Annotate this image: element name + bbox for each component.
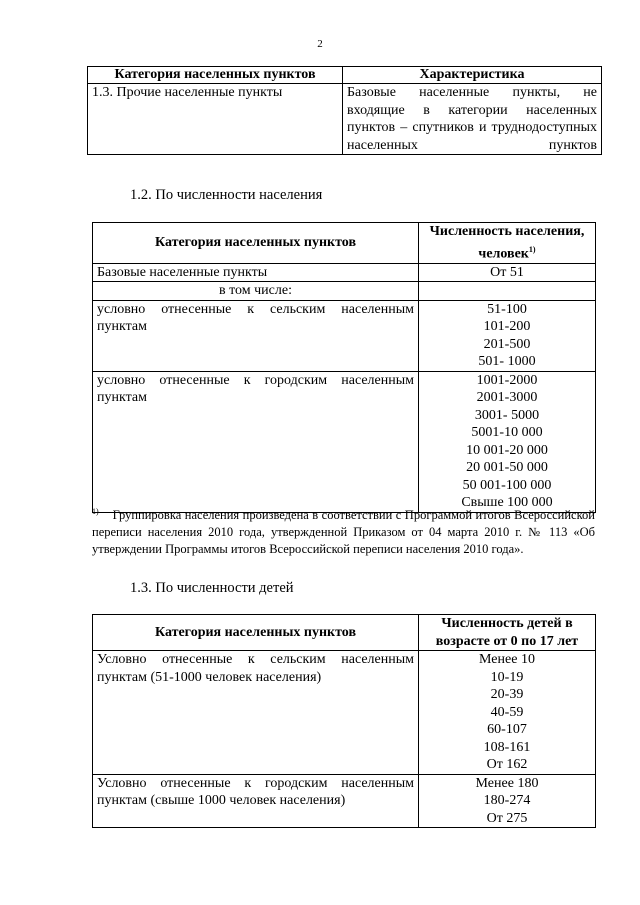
footnote-text: Группировка населения произведена в соответствии с Программой итогов Всероссийской переписи населения 2010 года, утвержденной Приказом от 04 марта 2010 г. № 113 «Об утверждении Программы итогов Всероссийской переписи населения 2010 года».	[92, 508, 595, 557]
value-item: От 162	[486, 757, 528, 772]
section-heading-population: 1.2. По численности населения	[130, 187, 323, 203]
table1-header-characteristic: Характеристика	[343, 67, 602, 84]
table3-header-category: Категория населенных пунктов	[93, 615, 419, 651]
value-item: Свыше 100 000	[461, 495, 553, 511]
table1-header-category: Категория населенных пунктов	[88, 67, 343, 84]
settlement-characteristics-table	[87, 66, 602, 155]
table3-header-children: Численность детей в возрасте от 0 по 17 лет	[419, 615, 596, 651]
section-heading-children: 1.3. По численности детей	[130, 580, 294, 596]
children-table	[92, 614, 596, 828]
table2-urban-values	[419, 371, 596, 512]
table3-urban-values	[419, 774, 596, 828]
table1-row-description: Базовые населенные пункты, не входящие в категории населенных пунктов – спутников и труднодоступных населенных пунктов	[343, 84, 602, 155]
value-item: 180-274	[483, 793, 531, 808]
value-item: 20-39	[490, 687, 524, 702]
table2-base-label: Базовые населенные пункты	[93, 263, 419, 282]
table2-header-population-text: Численность населения, человек	[429, 224, 585, 262]
table2-header-category: Категория населенных пунктов	[93, 223, 419, 264]
value-item: 60-107	[487, 722, 527, 737]
table2-header-population	[419, 223, 596, 264]
table3-rural-values	[419, 651, 596, 775]
value-item: 2001-3000	[476, 390, 538, 406]
page-number: 2	[317, 38, 323, 50]
value-item: 10-19	[490, 669, 524, 685]
table1-row-category: 1.3. Прочие населенные пункты	[88, 84, 343, 155]
value-item: 108-161	[483, 739, 531, 755]
value-item: 101-200	[483, 319, 531, 335]
footnote	[92, 503, 595, 558]
footnote-marker: 1)	[92, 507, 99, 516]
value-item: 51-100	[487, 301, 527, 317]
value-item: 201-500	[483, 336, 531, 352]
value-item: 40-59	[490, 704, 524, 720]
population-table	[92, 222, 596, 513]
table3-rural-label: Условно отнесенные к сельским населенным пунктам (51-1000 человек населения)	[93, 651, 419, 775]
value-item: Менее 10	[479, 652, 535, 667]
table2-urban-label: условно отнесенные к городским населенным пунктам	[93, 371, 419, 512]
table2-rural-values	[419, 300, 596, 371]
table2-including-label: в том числе:	[93, 282, 419, 301]
value-item: 10 001-20 000	[466, 442, 548, 458]
value-item: 20 001-50 000	[466, 460, 548, 476]
value-item: Менее 180	[475, 775, 539, 791]
table2-including-empty	[419, 282, 596, 301]
table2-rural-label: условно отнесенные к сельским населенным пунктам	[93, 300, 419, 371]
value-item: 5001-10 000	[471, 425, 543, 441]
footnote-ref: 1)	[528, 244, 536, 254]
value-item: 501- 1000	[478, 354, 536, 370]
value-item: 50 001-100 000	[462, 477, 552, 493]
table3-urban-label: Условно отнесенные к городским населенным пунктам (свыше 1000 человек населения)	[93, 774, 419, 828]
table2-base-value: От 51	[419, 263, 596, 282]
value-item: 1001-2000	[476, 372, 538, 388]
value-item: 3001- 5000	[474, 407, 540, 423]
value-item: От 275	[486, 810, 528, 826]
